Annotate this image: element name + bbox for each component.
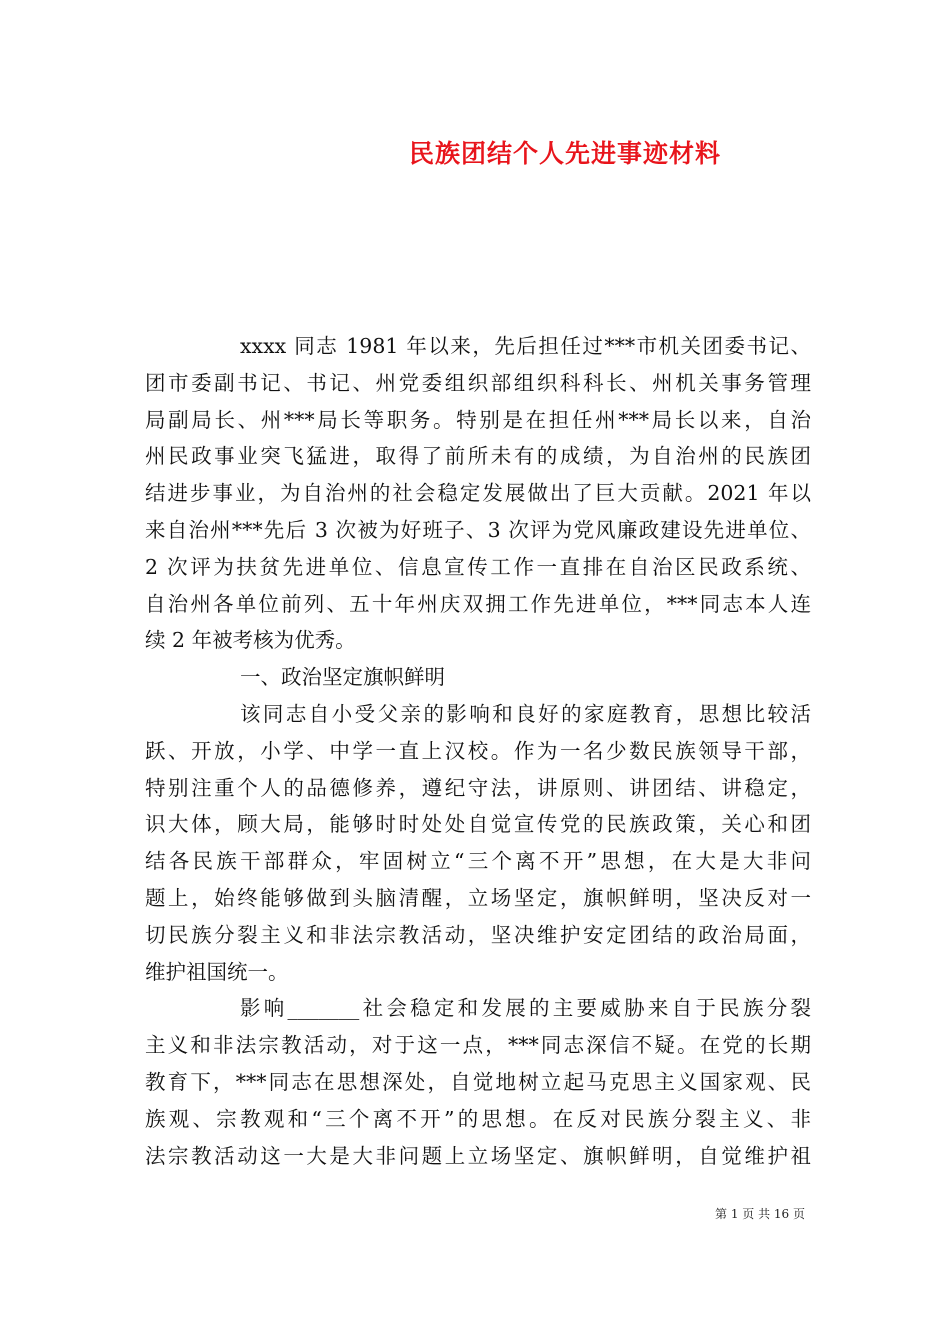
body-line: 特别注重个人的品德修养，遵纪守法，讲原则、讲团结、讲稳定，: [145, 775, 811, 800]
body-line: xxxx 同志 1981 年以来，先后担任过***市机关团委书记、: [240, 334, 811, 358]
body-line: 州民政事业突飞猛进，取得了前所未有的成绩，为自治州的民族团: [145, 444, 811, 469]
body-line: 主义和非法宗教活动，对于这一点，***同志深信不疑。在党的长期: [145, 1033, 811, 1058]
body-line: 题上，始终能够做到头脑清醒，立场坚定，旗帜鲜明，坚决反对一: [145, 885, 811, 910]
body-line: 切民族分裂主义和非法宗教活动，坚决维护安定团结的政治局面，: [145, 922, 811, 947]
body-line: 法宗教活动这一大是大非问题上立场坚定、旗帜鲜明，自觉维护祖: [145, 1143, 811, 1168]
body-line: 来自治州***先后 3 次被为好班子、3 次评为党风廉政建设先进单位、: [145, 517, 811, 542]
document-title: 民族团结个人先进事迹材料: [408, 139, 721, 168]
body-line: 团市委副书记、书记、州党委组织部组织科科长、州机关事务管理: [145, 370, 811, 395]
body-line: 影响_______社会稳定和发展的主要威胁来自于民族分裂: [240, 996, 811, 1021]
body-line: 该同志自小受父亲的影响和良好的家庭教育，思想比较活: [240, 701, 811, 726]
body-line: 自治州各单位前列、五十年州庆双拥工作先进单位，***同志本人连: [145, 591, 811, 616]
body-line: 续 2 年被考核为优秀。: [145, 628, 356, 653]
body-line: 跃、开放，小学、中学一直上汉校。作为一名少数民族领导干部，: [145, 738, 811, 763]
body-line: 局副局长、州***局长等职务。特别是在担任州***局长以来，自治: [145, 407, 811, 432]
document-body: [145, 328, 811, 1174]
body-line: 教育下，***同志在思想深处，自觉地树立起马克思主义国家观、民: [145, 1069, 811, 1094]
body-line: 维护祖国统一。: [145, 959, 289, 984]
body-line: 族观、宗教观和“三个离不开”的思想。在反对民族分裂主义、非: [145, 1106, 811, 1131]
body-line: 结进步事业，为自治州的社会稳定发展做出了巨大贡献。2021 年以: [145, 481, 811, 506]
body-line: 2 次评为扶贫先进单位、信息宣传工作一直排在自治区民政系统、: [145, 554, 811, 579]
body-line: 识大体，顾大局，能够时时处处自觉宣传党的民族政策，关心和团: [145, 812, 811, 837]
page-number-footer: 第 1 页 共 16 页: [715, 1207, 805, 1221]
body-line: 结各民族干部群众，牢固树立“三个离不开”思想，在大是大非问: [145, 849, 811, 874]
section-heading: 一、政治坚定旗帜鲜明: [240, 665, 445, 690]
